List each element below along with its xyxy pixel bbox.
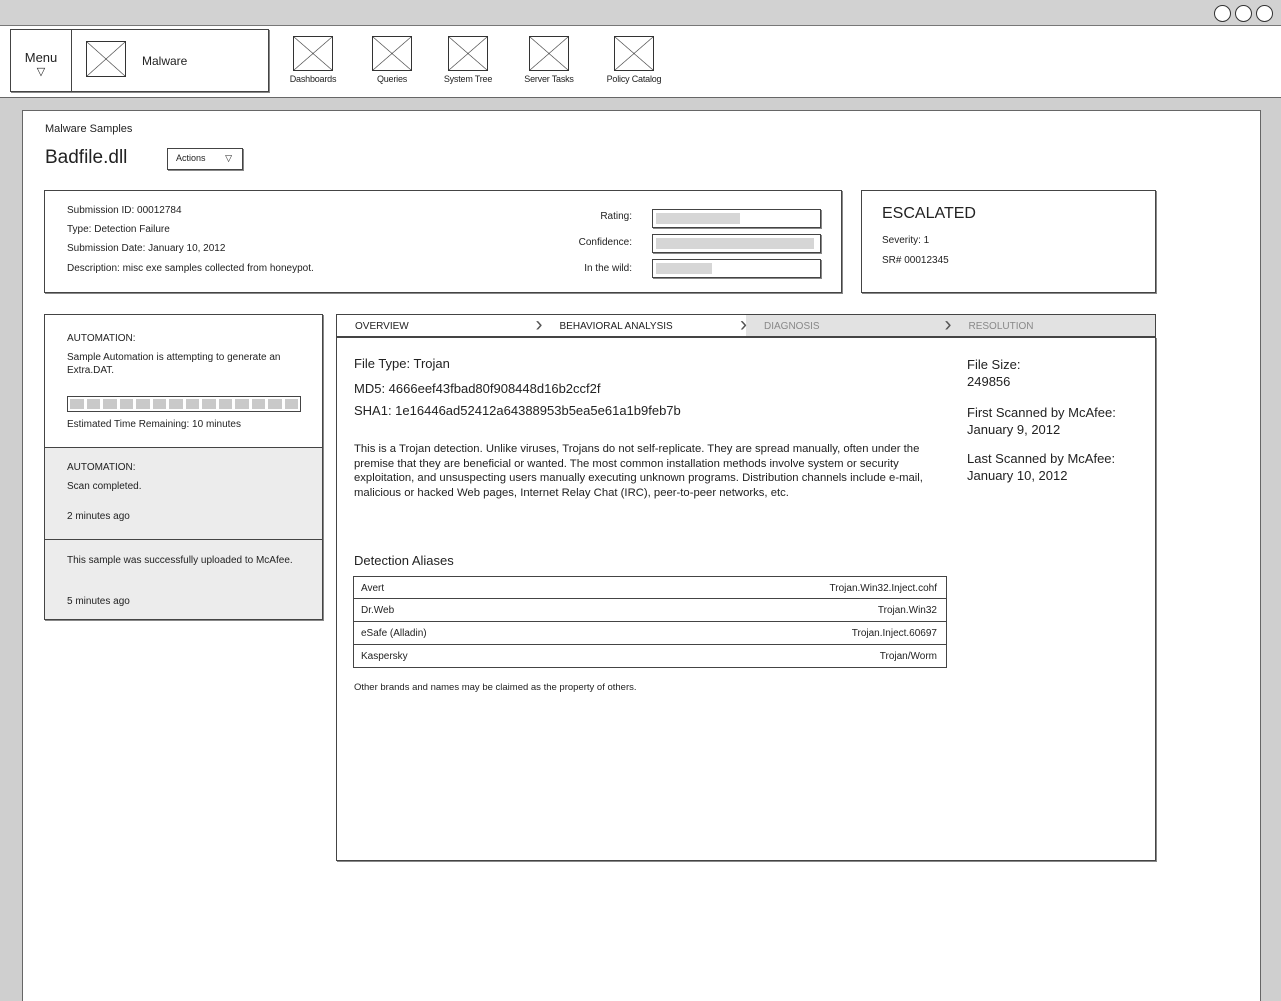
submission-info-panel xyxy=(44,190,842,293)
alias-vendor: eSafe (Alladin) xyxy=(361,628,427,639)
progress-segment xyxy=(70,399,84,409)
nav-item-dashboards[interactable] xyxy=(273,36,353,84)
escalation-panel xyxy=(861,190,1156,293)
actions-label: Actions xyxy=(176,153,206,163)
rating-label: Rating: xyxy=(600,211,632,222)
tab-diagnosis[interactable] xyxy=(746,314,951,337)
last-scanned-label: Last Scanned by McAfee: xyxy=(967,451,1116,466)
progress-segment xyxy=(87,399,101,409)
tab-overview[interactable] xyxy=(336,314,542,337)
nav-item-label: System Tree xyxy=(443,74,493,84)
first-scanned-label: First Scanned by McAfee: xyxy=(967,405,1116,420)
alias-detection: Trojan.Inject.60697 xyxy=(851,628,937,639)
activity-message: Scan completed. xyxy=(67,481,142,492)
sha1-hash: SHA1: 1e16446ad52412a64388953b5ea5e61a1b9feb7b xyxy=(354,403,681,418)
activity-time: 5 minutes ago xyxy=(67,596,130,607)
activity-time: 2 minutes ago xyxy=(67,511,130,522)
chevron-down-icon: ▽ xyxy=(36,66,46,78)
rating-meter-fill xyxy=(656,213,740,224)
file-type: File Type: Trojan xyxy=(354,356,450,371)
chevron-down-icon: ▽ xyxy=(225,153,232,163)
activity-message: Sample Automation is attempting to generate an Extra.DAT. xyxy=(67,352,281,376)
server-tasks-icon xyxy=(529,36,569,71)
dashboards-icon xyxy=(293,36,333,71)
activity-message: This sample was successfully uploaded to McAfee. xyxy=(67,555,293,566)
tab-resolution[interactable] xyxy=(951,314,1157,337)
tab-behavioral-analysis[interactable] xyxy=(542,314,747,337)
detection-aliases-heading: Detection Aliases xyxy=(354,553,454,568)
alias-detection: Trojan.Win32 xyxy=(877,605,937,616)
nav-item-policy-catalog[interactable] xyxy=(594,36,674,84)
alias-detection: Trojan.Win32.Inject.cohf xyxy=(829,583,937,594)
window-button-icon[interactable] xyxy=(1214,5,1231,22)
app-title: Malware xyxy=(142,54,188,68)
table-row xyxy=(353,576,947,599)
chevron-right-icon: › xyxy=(740,313,747,336)
file-size-label: File Size: xyxy=(967,357,1021,372)
workflow-tabs xyxy=(336,314,1156,337)
breadcrumb[interactable]: Malware Samples xyxy=(45,123,133,135)
top-navigation-bar xyxy=(0,26,1281,98)
alias-detection: Trojan/Worm xyxy=(879,651,937,662)
confidence-meter-fill xyxy=(656,238,814,249)
submission-date: Submission Date: January 10, 2012 xyxy=(67,243,226,254)
chevron-right-icon: › xyxy=(535,313,543,336)
activity-heading: AUTOMATION: xyxy=(67,333,136,344)
window-button-icon[interactable] xyxy=(1235,5,1252,22)
automation-activity-panel xyxy=(44,314,323,620)
nav-item-label: Dashboards xyxy=(289,74,337,84)
progress-segment xyxy=(136,399,150,409)
md5-hash: MD5: 4666eef43fbad80f908448d16b2ccf2f xyxy=(354,381,601,396)
rating-meter xyxy=(652,209,821,228)
policy-catalog-icon xyxy=(614,36,654,71)
nav-item-label: Policy Catalog xyxy=(606,74,662,84)
progress-segment xyxy=(202,399,216,409)
service-request-number[interactable]: SR# 00012345 xyxy=(882,255,949,266)
progress-segment xyxy=(153,399,167,409)
file-size-value: 249856 xyxy=(967,374,1011,389)
confidence-label: Confidence: xyxy=(578,237,632,248)
estimated-time-remaining: Estimated Time Remaining: 10 minutes xyxy=(67,419,241,430)
progress-segment xyxy=(252,399,266,409)
progress-segment xyxy=(219,399,233,409)
alias-vendor: Dr.Web xyxy=(361,605,395,616)
activity-heading: AUTOMATION: xyxy=(67,462,136,473)
app-logo-placeholder-icon xyxy=(86,41,126,77)
progress-segment xyxy=(285,399,299,409)
app-switcher xyxy=(10,29,269,92)
window-button-icon[interactable] xyxy=(1256,5,1273,22)
detection-description: This is a Trojan detection. Unlike viruses, Trojans do not self-replicate. They are spread manually, often under the premise that they are beneficial or wanted. The most common installation methods involve system or security exploitation, and unsuspecting users manually executing unknown programs. Distribution channels include e-mail, malicious or hacked Web pages, Internet Relay Chat (IRC), peer-to-peer networks, etc. xyxy=(354,443,923,499)
window-titlebar xyxy=(0,0,1281,26)
table-row xyxy=(353,599,947,622)
submission-type: Type: Detection Failure xyxy=(67,224,170,235)
first-scanned-value: January 9, 2012 xyxy=(967,422,1061,437)
menu-button[interactable] xyxy=(11,30,72,91)
system-tree-icon xyxy=(448,36,488,71)
page-title: Badfile.dll xyxy=(45,147,128,168)
tab-label: OVERVIEW xyxy=(355,321,409,332)
submission-id: Submission ID: 00012784 xyxy=(67,205,182,216)
queries-icon xyxy=(372,36,412,71)
confidence-meter xyxy=(652,234,821,253)
progress-segment xyxy=(120,399,134,409)
submission-description: Description: misc exe samples collected from honeypot. xyxy=(67,263,314,274)
table-row xyxy=(353,645,947,668)
main-content xyxy=(22,110,1261,1001)
in-the-wild-meter xyxy=(652,259,821,278)
trademark-disclaimer: Other brands and names may be claimed as the property of others. xyxy=(354,682,637,693)
activity-item xyxy=(45,448,322,540)
nav-item-queries[interactable] xyxy=(352,36,432,84)
detection-aliases-table xyxy=(353,576,947,668)
table-row xyxy=(353,622,947,645)
nav-item-system-tree[interactable] xyxy=(428,36,508,84)
alias-vendor: Kaspersky xyxy=(361,651,408,662)
automation-progress-bar xyxy=(67,396,301,412)
last-scanned-value: January 10, 2012 xyxy=(967,468,1068,483)
progress-segment xyxy=(103,399,117,409)
tab-label: BEHAVIORAL ANALYSIS xyxy=(559,321,673,332)
alias-vendor: Avert xyxy=(361,583,385,594)
actions-dropdown[interactable] xyxy=(167,148,243,170)
menu-label: Menu xyxy=(24,50,58,65)
in-the-wild-meter-fill xyxy=(656,263,712,274)
escalation-status: ESCALATED xyxy=(882,205,976,222)
progress-segment xyxy=(186,399,200,409)
tab-label: DIAGNOSIS xyxy=(764,321,820,332)
progress-segment xyxy=(235,399,249,409)
nav-item-label: Queries xyxy=(376,74,408,84)
chevron-right-icon: › xyxy=(944,313,952,336)
nav-item-server-tasks[interactable] xyxy=(509,36,589,84)
tab-label: RESOLUTION xyxy=(968,321,1034,332)
severity: Severity: 1 xyxy=(882,235,930,246)
activity-item xyxy=(45,540,322,619)
activity-item xyxy=(45,315,322,448)
progress-segment xyxy=(169,399,183,409)
progress-segment xyxy=(268,399,282,409)
sample-detail-panel xyxy=(336,337,1156,861)
in-the-wild-label: In the wild: xyxy=(584,263,632,274)
nav-item-label: Server Tasks xyxy=(524,74,574,84)
